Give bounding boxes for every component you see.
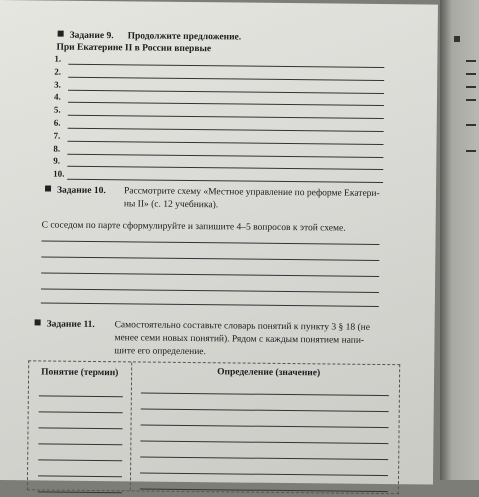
task9-item-number: 7.: [53, 130, 61, 141]
task9-instruction: Продолжите предложение.: [127, 31, 242, 43]
task10-text-line1: Рассмотрите схему «Местное управление по реформе Екатери-: [123, 186, 380, 199]
term-line[interactable]: [38, 475, 122, 477]
task10-answer-line[interactable]: [41, 302, 379, 307]
task9-title: Задание 9.: [69, 30, 114, 42]
term-line[interactable]: [39, 395, 123, 397]
definition-line[interactable]: [140, 456, 388, 460]
task10-title: Задание 10.: [56, 185, 106, 197]
adjacent-page-edge: [440, 0, 479, 480]
task11-text-line2: менее семи новых понятий). Рядом с каждым понятием напи-: [114, 333, 365, 346]
task11-text-line1: Самостоятельно составьте словарь понятий к пункту 3 § 18 (не: [114, 320, 370, 333]
term-line[interactable]: [38, 491, 122, 493]
task9-prompt: При Екатерине II в России впервые: [56, 42, 212, 55]
task9-answer-row[interactable]: [53, 169, 383, 184]
definition-line[interactable]: [140, 472, 388, 476]
task9-item-number: 1.: [54, 53, 62, 64]
task9-item-number: 2.: [54, 66, 62, 77]
task9-answer-line[interactable]: [67, 179, 383, 183]
task9-header: [58, 31, 114, 42]
task11-text-line3: шите его определение.: [114, 346, 206, 358]
task10-answer-line[interactable]: [41, 288, 379, 293]
line-fragment: [466, 60, 476, 62]
definition-line[interactable]: [141, 408, 389, 412]
task9-item-number: 3.: [54, 79, 61, 90]
task-marker-icon: [58, 31, 64, 37]
task9-item-number: 5.: [53, 104, 61, 115]
task9-item-number: 9.: [53, 155, 61, 167]
task9-item-number: 6.: [53, 117, 61, 128]
term-line[interactable]: [38, 459, 122, 461]
task9-item-number: 4.: [53, 91, 61, 103]
task10-answer-line[interactable]: [41, 272, 379, 277]
definition-line[interactable]: [140, 440, 388, 444]
task-marker-icon: [35, 319, 41, 325]
task9-item-number: 8.: [53, 143, 61, 154]
term-line[interactable]: [39, 411, 123, 413]
line-fragment: [466, 124, 476, 126]
definition-line[interactable]: [140, 488, 388, 492]
task10-header: [45, 185, 106, 196]
task11-header: [35, 319, 95, 330]
task9-item-number: 10.: [53, 168, 65, 179]
line-fragment: [466, 150, 476, 152]
line-fragment: [466, 73, 476, 75]
table-answer-lines: [29, 361, 399, 365]
task10-instruction: С соседом по парте сформулируйте и запишите 4–5 вопросов к этой схеме.: [41, 220, 346, 234]
line-fragment: [466, 99, 476, 101]
task-marker-icon: [454, 36, 460, 42]
term-line[interactable]: [38, 443, 122, 445]
table-header-definition: Определение (значение): [217, 367, 321, 379]
glossary-table: [27, 360, 400, 494]
definition-line[interactable]: [141, 424, 389, 428]
task-marker-icon: [45, 185, 51, 191]
term-line[interactable]: [39, 427, 123, 429]
task11-title: Задание 11.: [46, 319, 95, 331]
line-fragment: [466, 86, 476, 88]
table-column-divider: [130, 362, 132, 490]
definition-line[interactable]: [141, 392, 389, 396]
task10-answer-line[interactable]: [41, 256, 379, 261]
task10-answer-line[interactable]: [41, 240, 379, 245]
table-header-term: Понятие (термин): [41, 367, 119, 379]
task10-text-line2: ны II» (с. 12 учебника).: [123, 199, 219, 211]
